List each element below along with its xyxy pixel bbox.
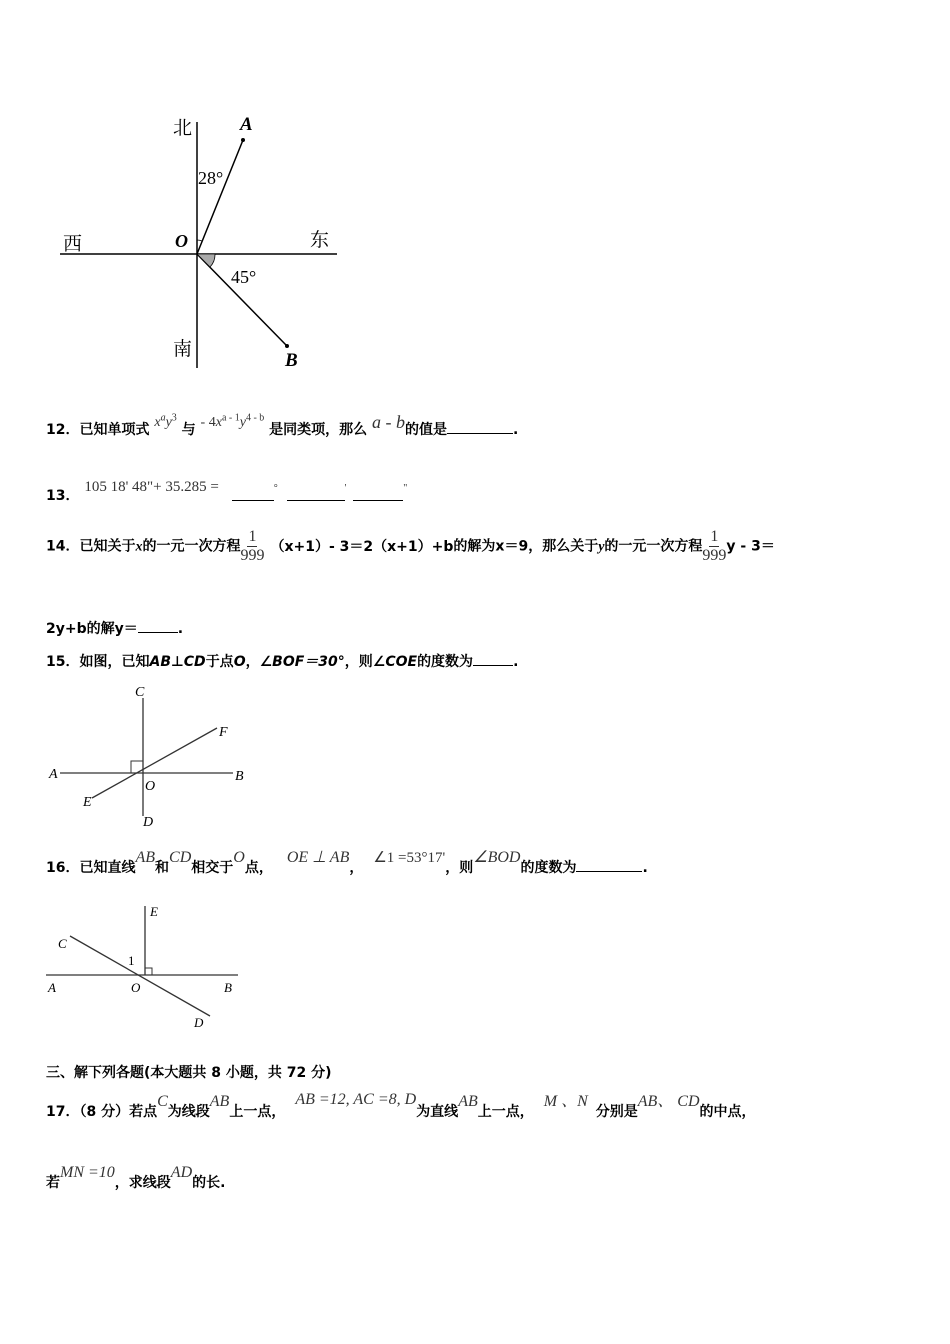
q17-t2: 上一点， [229, 1104, 286, 1120]
q16-t4: 点， [244, 860, 273, 876]
q13-deg-blank[interactable] [232, 500, 274, 501]
q16-cd: CD [169, 849, 192, 866]
fig16-label-d: D [194, 1015, 204, 1030]
q13-min: ' [344, 483, 347, 494]
fig16-label-e: E [150, 904, 158, 919]
fig15-right-angle [131, 761, 143, 773]
q14-x: x [135, 539, 143, 555]
point-b-dot [285, 344, 289, 348]
q14-frac1-den: 999 [240, 547, 265, 564]
q14-frac2-num: 1 [710, 528, 719, 545]
q12-text1: 已知单项式 [79, 422, 150, 438]
q12-text4: 的值是 [405, 422, 448, 438]
q15-t1: 如图，已知 [79, 654, 150, 670]
q12-mono1-y: y [165, 415, 172, 430]
q12-answer-blank[interactable] [447, 433, 513, 434]
q17-t3: 为直线 [416, 1104, 459, 1120]
q12-text3: 是同类项，那么 [269, 422, 368, 438]
fig16-label-b: B [224, 980, 232, 995]
q13-expr: 105 18' 48"+ 35.285 = [84, 479, 219, 495]
q12-mono2-y: y [239, 415, 246, 430]
q14-sol: x＝9 [495, 538, 529, 555]
q15-t2: 于点 [205, 654, 234, 670]
question-16 [46, 849, 648, 877]
fig15-label-e: E [83, 795, 92, 810]
q14-frac2-den: 999 [702, 547, 727, 564]
label-b: B [285, 350, 298, 371]
q15-answer-blank[interactable] [473, 665, 513, 666]
q15-angle: ∠BOF＝30° [259, 654, 345, 670]
q12-end: . [513, 422, 519, 438]
q14-t1: 已知关于 [79, 538, 136, 555]
q17-l2b: ，求线段 [114, 1175, 171, 1191]
q16-number: 16． [46, 860, 80, 876]
q15-t4: ，则 [344, 654, 373, 670]
q14-line2a: 2y+b [46, 621, 87, 637]
label-a: A [240, 114, 253, 135]
q14-t7: y - 3＝ [726, 538, 775, 555]
label-angle-a: 28° [198, 168, 224, 188]
question-15 [46, 651, 518, 671]
q16-end: . [642, 860, 648, 876]
q14-fraction-2 [702, 528, 726, 565]
label-east: 东 [310, 229, 330, 251]
figure-16 [42, 900, 247, 1035]
compass-figure [55, 110, 355, 375]
fig15-label-d: D [143, 815, 154, 830]
label-o: O [175, 231, 188, 251]
q16-t1: 已知直线 [79, 860, 136, 876]
q13-sec: " [403, 483, 408, 494]
fig16-label-o: O [131, 980, 141, 995]
q14-y: y [598, 539, 605, 555]
label-west: 西 [63, 233, 83, 255]
q17-t4: 上一点， [477, 1104, 534, 1120]
q13-number: 13． [46, 488, 80, 504]
q17-t5: 分别是 [595, 1104, 638, 1120]
q13-sec-blank[interactable] [353, 500, 403, 501]
q16-t6: ，则 [445, 860, 474, 876]
q16-ab: AB [135, 849, 156, 866]
fig16-label-c: C [58, 936, 67, 951]
q12-mono2-sup-y: 4 - b [245, 412, 265, 424]
q12-expr: a - b [372, 412, 406, 432]
q16-o: O [233, 849, 245, 866]
point-a-dot [241, 138, 245, 142]
q15-t3: ， [245, 654, 260, 670]
q16-t7: 的度数为 [520, 860, 577, 876]
q13-min-blank[interactable] [287, 500, 345, 501]
q12-mono1-x: x [154, 415, 161, 430]
figure-15 [45, 680, 260, 830]
q17-score: （8 分）若点 [79, 1104, 158, 1120]
q16-t5: ， [349, 860, 364, 876]
q14-t2: 的一元一次方程 [142, 538, 241, 555]
q14-end: . [177, 621, 184, 637]
q14-number: 14． [46, 538, 80, 555]
q17-c: C [157, 1093, 168, 1110]
q12-mono2-sup-x: a - 1 [221, 412, 240, 424]
q17-abcd: AB、 CD [637, 1093, 700, 1110]
q12-mono2-x: x [215, 415, 222, 430]
fig15-label-o: O [145, 779, 156, 794]
q17-ad: AD [170, 1164, 193, 1181]
q16-t3: 相交于 [191, 860, 234, 876]
q12-number: 12． [46, 422, 80, 438]
fig15-label-b: B [235, 769, 244, 784]
q16-angle: ∠1 =53°17' [373, 850, 446, 866]
q17-l2a: 若 [46, 1175, 60, 1191]
question-17-line2 [46, 1164, 226, 1192]
q17-mn10: MN =10 [60, 1164, 115, 1181]
label-south: 南 [173, 338, 193, 360]
fig15-label-a: A [49, 767, 58, 782]
q17-ab2: AB [458, 1093, 478, 1110]
q16-bod: ∠BOD [473, 849, 521, 866]
q14-t3: （x+1）- 3＝2（x+1）+b [270, 538, 454, 555]
q17-vals: AB =12, AC =8, D [295, 1091, 417, 1108]
question-17 [46, 1091, 756, 1121]
q17-mn: M 、N [543, 1093, 588, 1110]
q15-angle2: ∠COE [372, 654, 418, 670]
q14-line2b: 的解 [86, 621, 115, 637]
q15-end: . [513, 654, 519, 670]
q13-deg: ° [273, 483, 278, 494]
q14-frac1-num: 1 [248, 528, 257, 545]
q12-mono1-sup-3: 3 [171, 412, 177, 424]
fig15-label-f: F [219, 725, 228, 740]
q16-answer-blank[interactable] [576, 871, 642, 872]
question-14 [46, 528, 775, 565]
q15-o: O [233, 654, 246, 670]
angle-b-arc [197, 254, 215, 267]
ray-oa [197, 140, 243, 254]
q17-l2c: 的长. [192, 1175, 226, 1191]
q17-t1: 为线段 [167, 1104, 210, 1120]
question-12 [46, 412, 519, 439]
q14-line2c: y＝ [114, 621, 138, 637]
q15-number: 15． [46, 654, 80, 670]
section-3-heading: 三、解下列各题(本大题共 8 小题，共 72 分) [46, 1065, 332, 1081]
q12-text2: 与 [181, 422, 196, 438]
q15-rel: AB⊥CD [149, 654, 206, 670]
q16-t2: 和 [155, 860, 170, 876]
fig16-label-1: 1 [128, 953, 135, 968]
fig16-label-a: A [48, 980, 56, 995]
fig15-label-c: C [135, 685, 145, 700]
q17-number: 17． [46, 1104, 80, 1120]
q12-mono2-coef: - 4 [200, 415, 216, 430]
q12-mono1-sup-a: a [160, 412, 166, 424]
fig16-line-cd [70, 936, 210, 1016]
q17-t6: 的中点， [699, 1104, 756, 1120]
q14-answer-blank[interactable] [138, 632, 178, 633]
label-angle-b: 45° [231, 267, 257, 287]
question-13 [46, 476, 408, 504]
q14-fraction-1 [240, 528, 264, 565]
fig16-right-angle [145, 968, 152, 975]
label-north: 北 [173, 117, 193, 139]
q17-ab: AB [209, 1093, 230, 1110]
q16-perp: OE ⊥ AB [286, 849, 350, 866]
q14-t6: 的一元一次方程 [604, 538, 703, 555]
q14-t5: ，那么关于 [528, 538, 599, 555]
q15-t5: 的度数为 [417, 654, 474, 670]
question-14-line2 [46, 618, 183, 638]
q14-t4: 的解为 [453, 538, 496, 555]
